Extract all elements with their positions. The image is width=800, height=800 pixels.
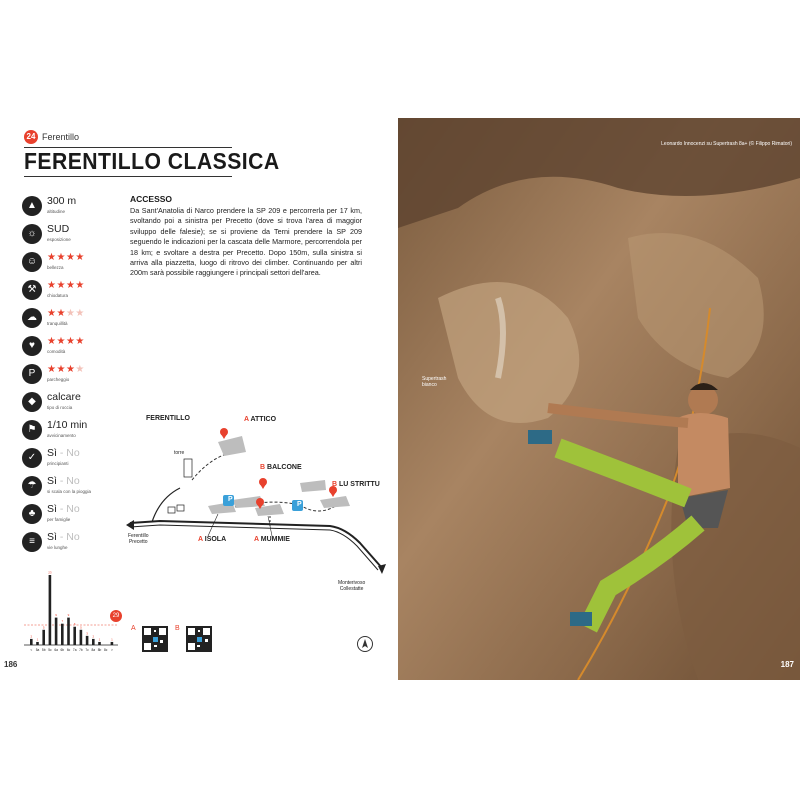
rain-icon: ☂ bbox=[22, 476, 42, 496]
hist-bar-7a bbox=[73, 627, 76, 645]
climbing-photo bbox=[398, 118, 800, 680]
stat-label: chiodatura bbox=[47, 293, 69, 298]
star-rating: ★★★★ bbox=[47, 280, 85, 291]
hist-value-label: 3 bbox=[86, 631, 88, 636]
stat-label: altitudine bbox=[47, 209, 66, 214]
crag-number-badge: 24 bbox=[24, 130, 38, 144]
stat-label: comodità bbox=[47, 349, 66, 354]
stat-value bbox=[47, 335, 85, 347]
hist-value-label: 1 bbox=[98, 637, 101, 642]
side-road bbox=[152, 488, 180, 522]
hist-value-label: 2 bbox=[30, 634, 33, 639]
stat-principianti bbox=[22, 446, 122, 472]
hist-value-label: 1 bbox=[111, 637, 113, 642]
road-label-left: Ferentillo Precetto bbox=[128, 533, 149, 545]
hist-grade-label: 8b bbox=[97, 648, 102, 652]
hist-grade-label: 8a bbox=[91, 648, 96, 652]
hist-bar-6b bbox=[61, 624, 64, 645]
parking-letter-1: P bbox=[228, 496, 233, 503]
hist-grade-label: 5c bbox=[48, 648, 52, 652]
page-title: FERENTILLO CLASSICA bbox=[24, 148, 280, 174]
stat-label: principianti bbox=[47, 461, 69, 466]
qr-code-b[interactable] bbox=[186, 626, 212, 652]
stat-label: parcheggio bbox=[47, 377, 70, 382]
hist-value-label: 5 bbox=[80, 625, 82, 630]
star-rating: ★★★★ bbox=[47, 252, 85, 263]
left-page bbox=[0, 118, 398, 680]
star-rating: ★★★★ bbox=[47, 364, 85, 375]
stat-tranquillità bbox=[22, 306, 122, 332]
stat-value bbox=[47, 251, 85, 263]
stat-value bbox=[47, 307, 85, 319]
stat-value: Sì - No bbox=[47, 531, 80, 543]
north-arrow-icon bbox=[357, 636, 373, 652]
hist-grade-label: 6b bbox=[60, 648, 65, 652]
stat-value: SUD bbox=[47, 223, 70, 235]
photo-drawing bbox=[398, 118, 800, 680]
stat-per-famiglie bbox=[22, 502, 122, 528]
sector-label-mummie: A MUMMIE bbox=[254, 536, 290, 543]
stat-value: 1/10 min bbox=[47, 419, 88, 431]
stat-value: Sì - No bbox=[47, 447, 80, 459]
torre-label: torre bbox=[174, 450, 185, 456]
map-title: FERENTILLO bbox=[146, 415, 190, 422]
hist-bar-> bbox=[111, 642, 114, 645]
house-1 bbox=[168, 507, 175, 513]
stat-value bbox=[47, 363, 85, 375]
main-road-edge bbox=[130, 525, 378, 570]
rock-icon: ◆ bbox=[22, 392, 42, 412]
star-rating: ★★★★ bbox=[47, 336, 85, 347]
leader-isola bbox=[208, 514, 218, 536]
path-attico bbox=[192, 453, 230, 480]
marker-attico bbox=[220, 428, 228, 439]
route-annotation: Supertrash bianco bbox=[422, 376, 447, 388]
road-arrow-left bbox=[126, 520, 134, 530]
comfort-icon: ♥ bbox=[22, 336, 42, 356]
page-number-right: 187 bbox=[780, 660, 794, 669]
hist-grade-label: 6a bbox=[54, 648, 58, 652]
qr-label-a: A bbox=[131, 625, 136, 632]
stat-label: tipo di roccia bbox=[47, 405, 73, 410]
parking-icon: P bbox=[22, 364, 42, 384]
leader-mummie bbox=[268, 516, 272, 536]
marker-balcone bbox=[259, 478, 267, 489]
stat-label: si scala con la pioggia bbox=[47, 489, 92, 494]
sector-rock-mid bbox=[300, 480, 326, 492]
stat-comodità bbox=[22, 334, 122, 360]
access-text: Da Sant'Anatolia di Narco prendere la SP 209 e percorrerla per 17 km, svoltando poi a sinistra per Precetto (dove si trova l'area di maggior sviluppo delle falesie); se si proviene da Terni prendere la SP 209 seguendo le indicazioni per la cascata delle Marmore, percorrendola per 18 km; e svoltare a destra per Precetto. Dopo 150m, sulla sinistra si arriva alla piazzetta, luogo di ritrovo dei climber. Continuando per altri 200m sarà possibile raggiungere i principali settori dell'area. bbox=[130, 206, 362, 278]
stat-si-scala-con-la-pioggia bbox=[22, 474, 122, 500]
hist-bar-6c bbox=[67, 618, 70, 645]
house-2 bbox=[177, 505, 184, 511]
sector-label-attico: A ATTICO bbox=[244, 416, 277, 423]
hist-value-label: 23 bbox=[48, 570, 52, 575]
hist-value-label: 6 bbox=[73, 622, 76, 627]
stat-label: per famiglie bbox=[47, 517, 71, 522]
torre-tower bbox=[184, 459, 192, 477]
walk-icon: ⚑ bbox=[22, 420, 42, 440]
hist-grade-label: 8c bbox=[104, 648, 108, 652]
book-spread bbox=[0, 118, 800, 680]
hist-bar-7c bbox=[86, 636, 89, 645]
hist-grade-label: 5a bbox=[35, 648, 40, 652]
photo-credit: Leonardo Innocenzi su Supertrash 8a+ (© Filippo Rimatori) bbox=[661, 141, 792, 147]
altitude-icon: ▲ bbox=[22, 196, 42, 216]
crag-name: Ferentillo bbox=[42, 132, 80, 142]
stat-value: Sì - No bbox=[47, 475, 80, 487]
stat-label: vie lunghe bbox=[47, 545, 68, 550]
road-label-right: Monterivoso Collestatte bbox=[338, 580, 366, 592]
approach-map bbox=[120, 408, 390, 608]
qr-code-a[interactable] bbox=[142, 626, 168, 652]
stat-bellezza bbox=[22, 250, 122, 276]
stat-avvicinamento bbox=[22, 418, 122, 444]
hist-grade-label: 7c bbox=[85, 648, 89, 652]
access-title: ACCESSO bbox=[130, 194, 173, 204]
stat-esposizione bbox=[22, 222, 122, 248]
sector-label-isola: A ISOLA bbox=[198, 536, 227, 543]
sector-rock-attico bbox=[218, 436, 246, 456]
hist-bar-6a bbox=[55, 618, 58, 645]
hist-grade-label: > bbox=[110, 648, 113, 652]
stat-value: calcare bbox=[47, 391, 81, 403]
stat-vie-lunghe bbox=[22, 530, 122, 556]
stat-value bbox=[47, 279, 85, 291]
hist-value-label: 9 bbox=[67, 613, 70, 618]
hist-grade-label: < bbox=[30, 648, 33, 652]
stat-parcheggio bbox=[22, 362, 122, 388]
hist-bar-7b bbox=[80, 630, 83, 645]
beginner-icon: ✓ bbox=[22, 448, 42, 468]
hist-value-label: 9 bbox=[55, 613, 57, 618]
hist-bar-8a bbox=[92, 639, 95, 645]
stat-label: tranquillità bbox=[47, 321, 68, 326]
hist-bar-5a bbox=[36, 642, 39, 645]
sector-label-balcone: B BALCONE bbox=[260, 464, 302, 471]
hist-value-label: 5 bbox=[42, 625, 45, 630]
title-rule-bottom bbox=[24, 176, 232, 177]
stat-label: esposizione bbox=[47, 237, 71, 242]
stat-label: avvicinamento bbox=[47, 433, 76, 438]
hist-grade-label: 7a bbox=[72, 648, 77, 652]
stat-altitudine bbox=[22, 194, 122, 220]
hist-bar-5c bbox=[49, 575, 52, 645]
calm-icon: ☁ bbox=[22, 308, 42, 328]
hist-grade-label: 7b bbox=[79, 648, 83, 652]
family-icon: ♣ bbox=[22, 504, 42, 524]
multipitch-icon: ≡ bbox=[22, 532, 42, 552]
hist-bar-5b bbox=[42, 630, 45, 645]
hist-value-label: 2 bbox=[92, 634, 95, 639]
qr-label-b: B bbox=[175, 625, 180, 632]
sector-rock-strittu bbox=[320, 496, 350, 508]
star-rating: ★★★★ bbox=[47, 308, 85, 319]
hist-grade-label: 6c bbox=[66, 648, 71, 652]
stat-tipo-di-roccia bbox=[22, 390, 122, 416]
stat-value: 300 m bbox=[47, 195, 77, 207]
hist-value-label: 7 bbox=[61, 619, 64, 624]
map-drawing bbox=[120, 408, 390, 608]
beauty-icon: ☺ bbox=[22, 252, 42, 272]
stat-chiodatura bbox=[22, 278, 122, 304]
hist-bar-8b bbox=[98, 642, 101, 645]
stat-label: bellezza bbox=[47, 265, 64, 270]
compass-icon: ☼ bbox=[22, 224, 42, 244]
parking-letter-2: P bbox=[297, 501, 302, 508]
hist-value-label: 1 bbox=[36, 637, 39, 642]
routes-count-badge: 29 bbox=[110, 610, 122, 622]
hist-bar-< bbox=[30, 639, 33, 645]
stat-value: Sì - No bbox=[47, 503, 80, 515]
bolt-icon: ⚒ bbox=[22, 280, 42, 300]
page-number-left: 186 bbox=[4, 660, 18, 669]
hist-grade-label: 5b bbox=[41, 648, 46, 652]
sector-label-strittu: B LU STRITTU bbox=[332, 481, 380, 488]
